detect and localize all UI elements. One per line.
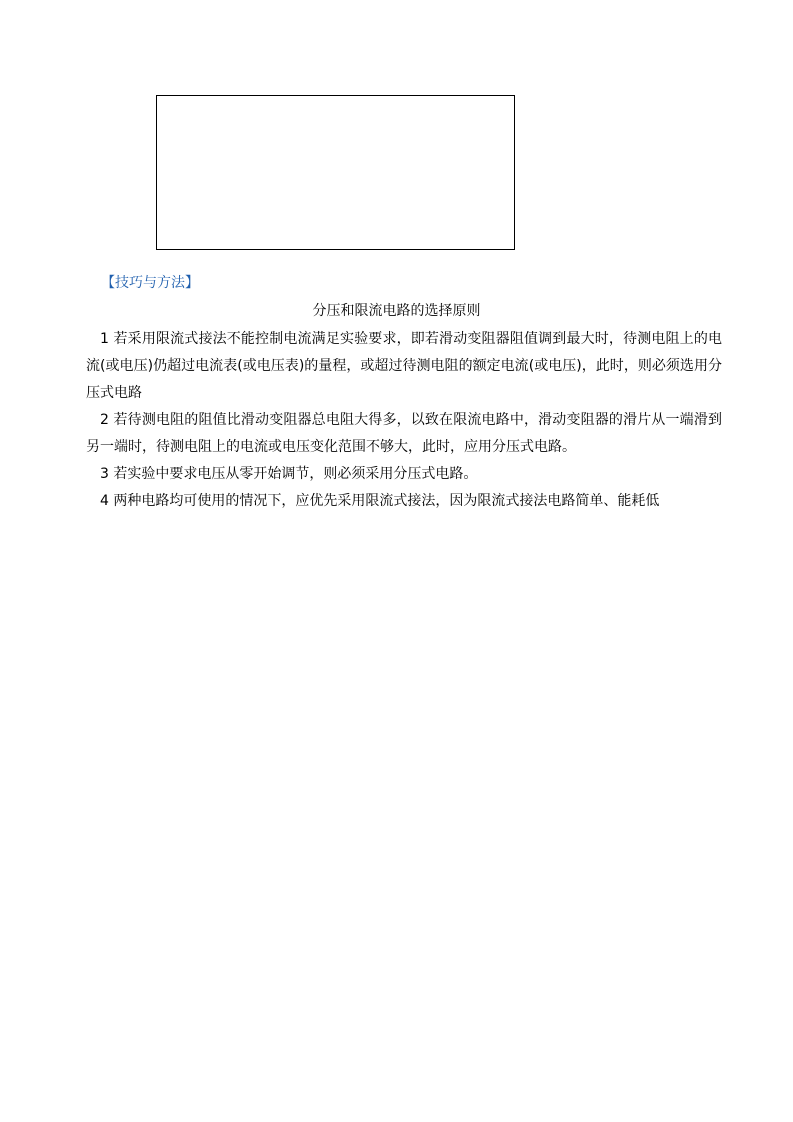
section-tag: 【技巧与方法】 xyxy=(101,275,199,291)
principle-paragraph-4: 4 两种电路均可使用的情况下，应优先采用限流式接法，因为限流式接法电路简单、能耗低 xyxy=(100,493,660,509)
section-heading: 分压和限流电路的选择原则 xyxy=(312,303,481,319)
principles-list xyxy=(86,326,722,515)
blank-figure-box xyxy=(156,95,515,250)
principle-paragraph-3: 3 若实验中要求电压从零开始调节，则必须采用分压式电路。 xyxy=(100,466,478,482)
principle-paragraph-1: 1 若采用限流式接法不能控制电流满足实验要求，即若滑动变阻器阻值调到最大时，待测电阻上的电流(或电压)仍超过电流表(或电压表)的量程，或超过待测电阻的额定电流(或电压)，此时，则必须选用分压式电路 xyxy=(86,331,722,401)
principle-paragraph-2: 2 若待测电阻的阻值比滑动变阻器总电阻大得多，以致在限流电路中，滑动变阻器的滑片从一端滑到另一端时，待测电阻上的电流或电压变化范围不够大，此时，应用分压式电路。 xyxy=(86,412,722,455)
